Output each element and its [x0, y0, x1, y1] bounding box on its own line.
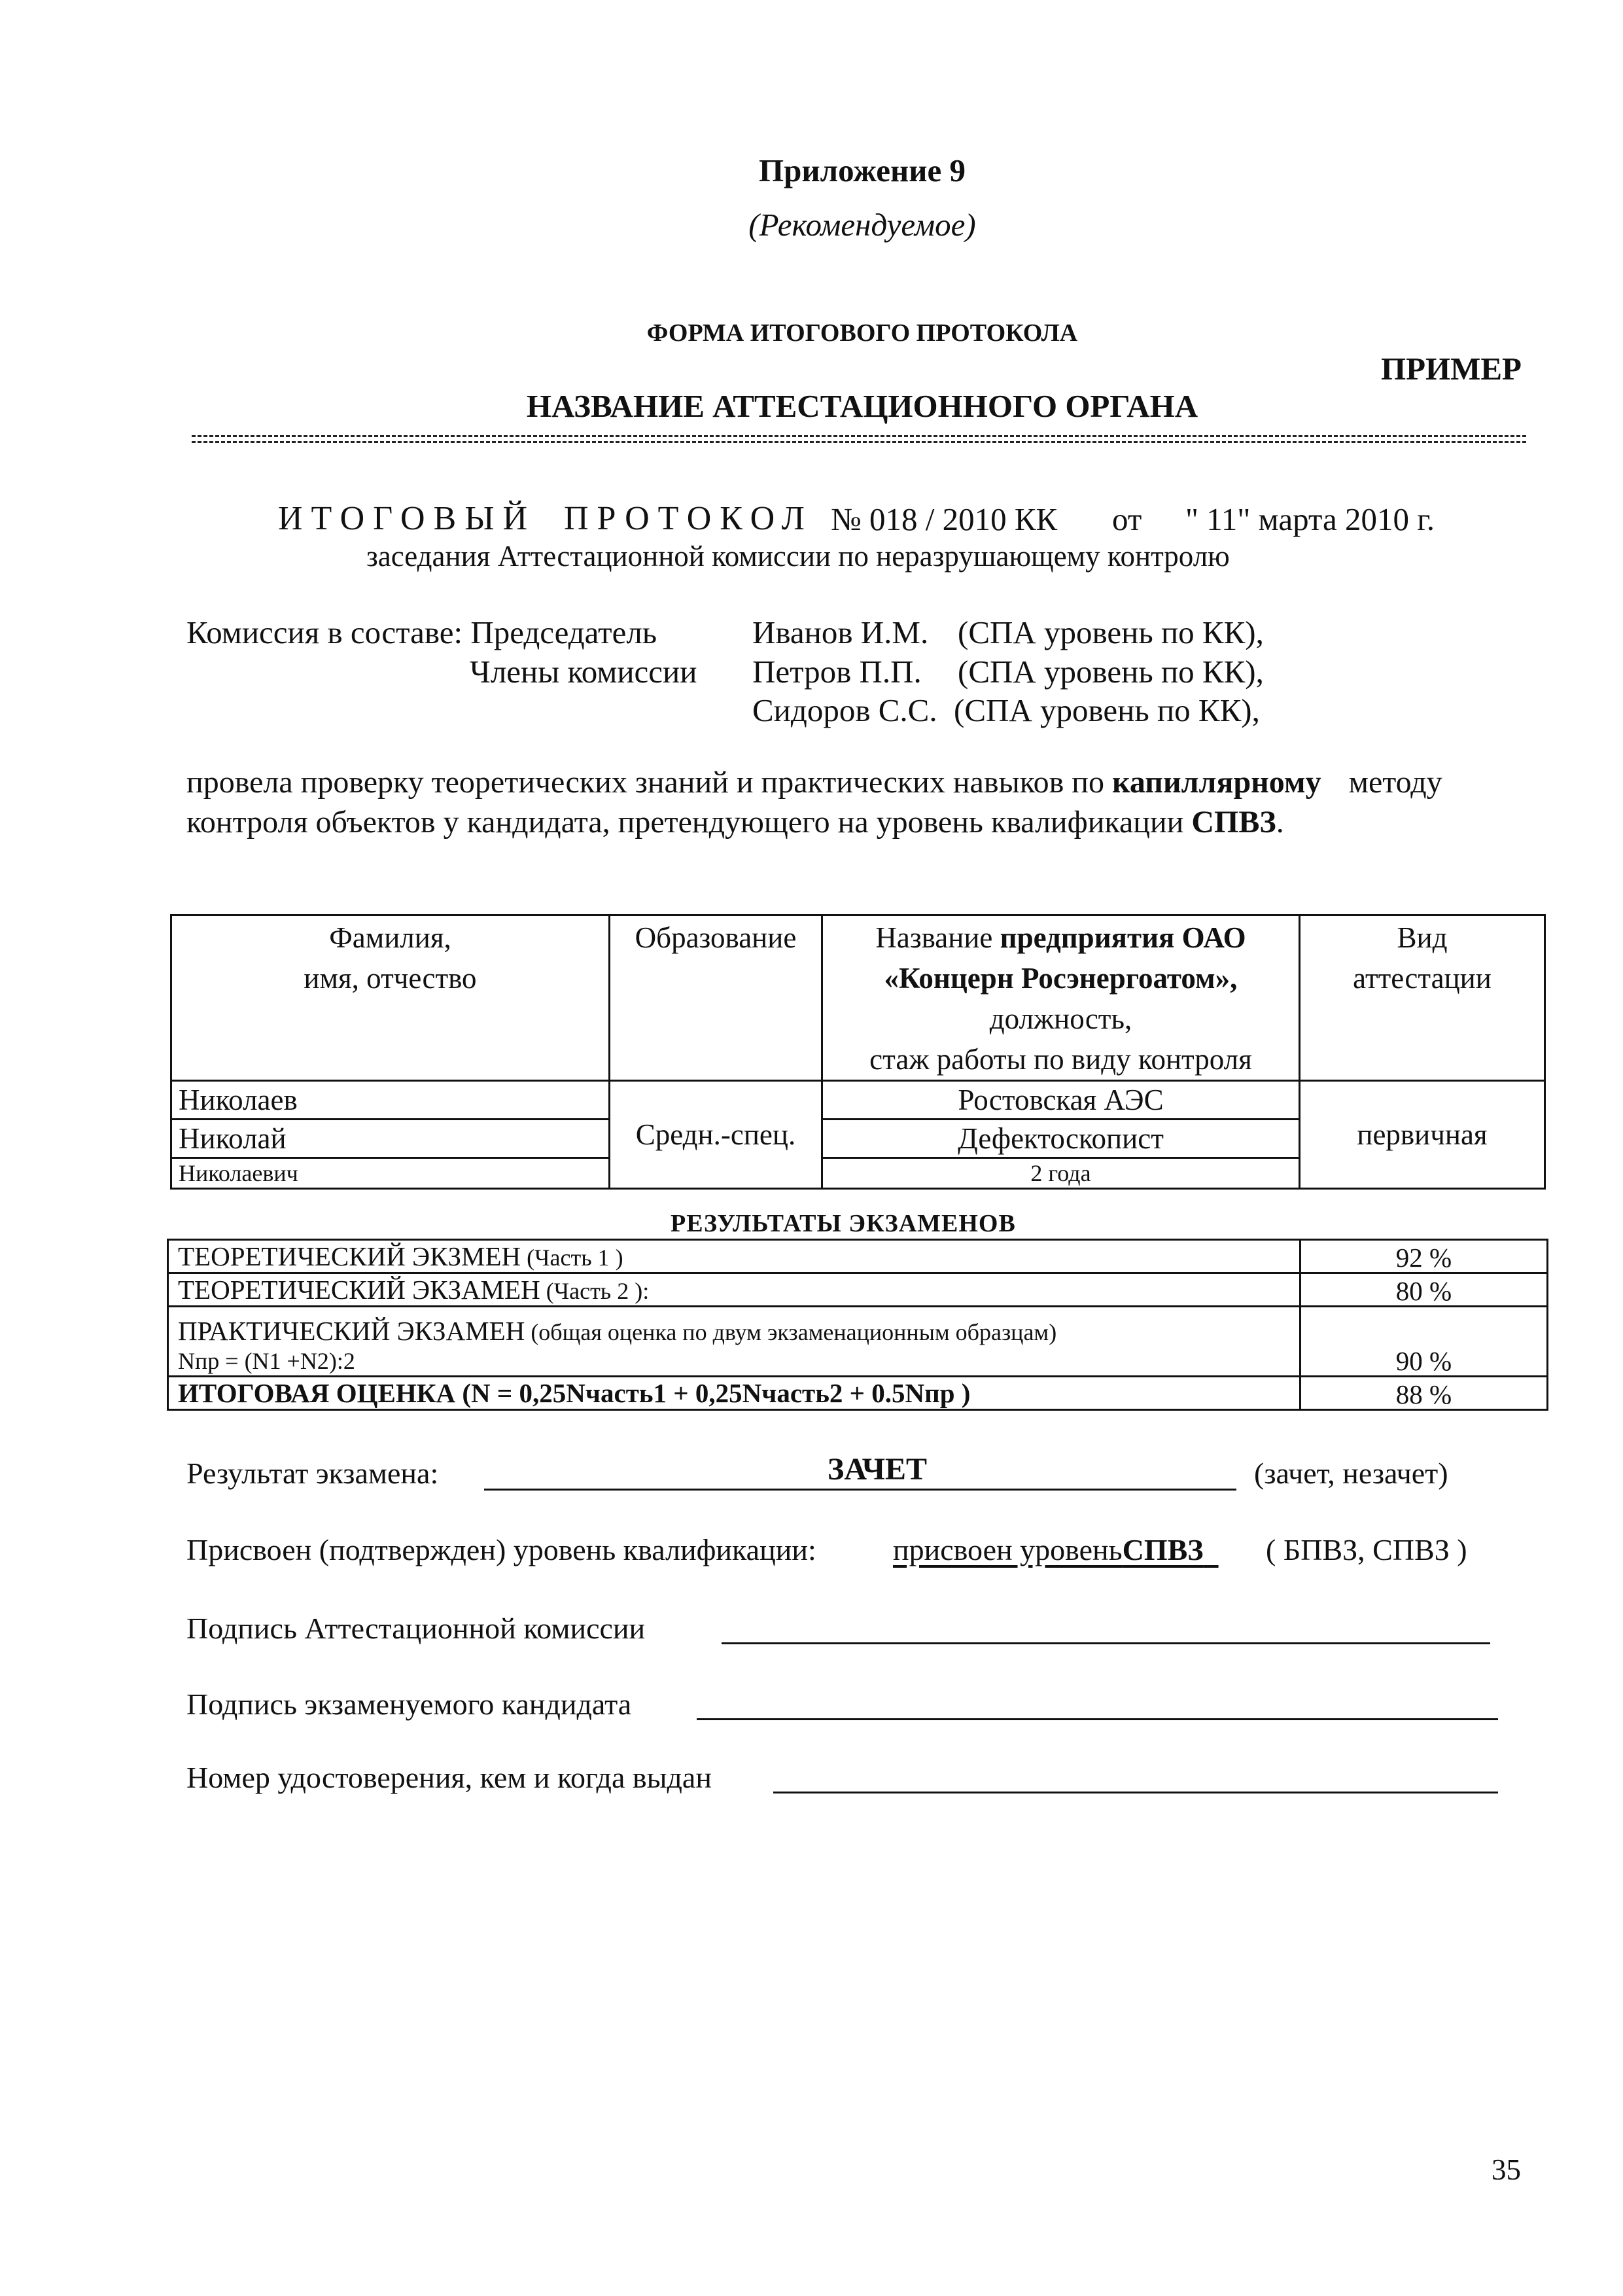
exam-result-underline [484, 1489, 1236, 1491]
candidate-attestation-type: первичная [1300, 1081, 1545, 1189]
form-title: ФОРМА ИТОГОВОГО ПРОТОКОЛА [646, 319, 1078, 347]
result-label-main: ТЕОРЕТИЧЕСКИЙ ЭКЗМЕН [178, 1241, 521, 1271]
qualification-label: Присвоен (подтвержден) уровень квалификации: [186, 1533, 816, 1566]
double-rule-divider [192, 435, 1526, 443]
result-value: 80 % [1300, 1273, 1548, 1307]
header-name-cell [171, 915, 610, 1081]
qualification-value-prefix: присвоен уровень [893, 1533, 1123, 1566]
intro-level: СПВЗ [1191, 805, 1276, 839]
intro-paragraph [186, 762, 1495, 842]
qualification-value-level: СПВЗ [1122, 1533, 1204, 1566]
result-formula: Nпр = (N1 +N2):2 [178, 1348, 355, 1374]
header-company-prefix: Название [875, 921, 993, 954]
header-name-line2: имя, отчество [304, 962, 477, 995]
protocol-number: № 018 / 2010 КК [831, 501, 1058, 537]
candidate-first-name: Николай [171, 1120, 610, 1158]
result-value: 90 % [1300, 1307, 1548, 1377]
page-number: 35 [1492, 2153, 1521, 2186]
exam-result-options: (зачет, незачет) [1254, 1457, 1448, 1490]
header-education: Образование [635, 921, 797, 954]
commission-member-name: Сидоров С.С. [752, 692, 937, 728]
commission-member-level: (СПА уровень по КК), [958, 654, 1264, 690]
candidate-company: Ростовская АЭС [822, 1081, 1300, 1120]
header-education-cell [610, 915, 822, 1081]
header-company-line4: стаж работы по виду контроля [869, 1043, 1252, 1076]
commission-members-label: Члены комиссии [470, 654, 697, 690]
candidate-signature-line [697, 1718, 1498, 1720]
result-label-main: ТЕОРЕТИЧЕСКИЙ ЭКЗАМЕН [178, 1275, 540, 1305]
result-row-final [168, 1377, 1548, 1410]
certificate-number-line [773, 1792, 1498, 1793]
commission-signature-label: Подпись Аттестационной комиссии [186, 1612, 646, 1645]
protocol-from-word: от [1112, 501, 1142, 537]
protocol-word-1: ИТОГОВЫЙ [278, 500, 536, 537]
result-row [168, 1240, 1548, 1273]
final-result-label-text: ИТОГОВАЯ ОЦЕНКА (N = 0,25Nчасть1 + 0,25Nчасть2 + 0.5Nпр ) [178, 1378, 971, 1408]
intro-method: капиллярному [1112, 765, 1321, 800]
result-label [168, 1240, 1300, 1273]
header-company-cell [822, 915, 1300, 1081]
result-label-extra: (Часть 1 ) [521, 1245, 623, 1271]
candidate-patronymic: Николаевич [171, 1158, 610, 1189]
result-label-extra: (Часть 2 ): [540, 1278, 650, 1304]
appendix-subtitle: (Рекомендуемое) [748, 207, 976, 243]
result-label-main: ПРАКТИЧЕСКИЙ ЭКЗАМЕН [178, 1316, 525, 1346]
exam-result-value: ЗАЧЕТ [828, 1452, 927, 1487]
candidate-table [170, 914, 1546, 1190]
organization-name: НАЗВАНИЕ АТТЕСТАЦИОННОГО ОРГАНА [526, 388, 1198, 424]
qualification-options: ( БПВЗ, СПВЗ ) [1266, 1533, 1467, 1566]
header-type-cell [1300, 915, 1545, 1081]
candidate-position: Дефектоскопист [822, 1120, 1300, 1158]
header-company-bold1: предприятия ОАО [1000, 921, 1246, 954]
candidate-experience: 2 года [822, 1158, 1300, 1189]
commission-member-level: (СПА уровень по КК), [954, 692, 1260, 728]
intro-text-2: методу контроля объектов у кандидата, претендующего на уровень квалификации [186, 765, 1442, 839]
candidate-surname: Николаев [171, 1081, 610, 1120]
header-company-bold2: «Концерн Росэнергоатом», [884, 962, 1238, 995]
header-type-line1: Вид [1397, 921, 1448, 954]
intro-end: . [1276, 805, 1284, 839]
exam-result-label: Результат экзамена: [186, 1457, 439, 1490]
result-label [168, 1307, 1300, 1377]
commission-chair-name: Иванов И.М. [752, 614, 929, 650]
final-result-label [168, 1377, 1300, 1410]
result-row [168, 1273, 1548, 1307]
protocol-date: " 11" марта 2010 г. [1185, 501, 1435, 537]
session-line: заседания Аттестационной комиссии по неразрушающему контролю [366, 540, 1230, 573]
candidate-education: Средн.-спец. [610, 1081, 822, 1189]
protocol-word-2: ПРОТОКОЛ [564, 500, 813, 537]
final-result-value: 88 % [1300, 1377, 1548, 1410]
header-name-line1: Фамилия, [329, 921, 451, 954]
header-type-line2: аттестации [1353, 962, 1492, 995]
header-company-line3: должность, [989, 1002, 1132, 1035]
result-label-extra: (общая оценка по двум экзаменационным образцам) [525, 1319, 1057, 1345]
example-tag: ПРИМЕР [1380, 351, 1522, 387]
results-title: РЕЗУЛЬТАТЫ ЭКЗАМЕНОВ [671, 1210, 1016, 1237]
commission-composition-label: Комиссия в составе: Председатель [186, 614, 657, 650]
results-table [167, 1239, 1548, 1411]
candidate-row [171, 1081, 1545, 1120]
header-company-line2 [823, 958, 1299, 998]
intro-text-1: провела проверку теоретических знаний и практических навыков по [186, 765, 1104, 800]
commission-member-name: Петров П.П. [752, 654, 922, 690]
candidate-signature-label: Подпись экзаменуемого кандидата [186, 1687, 632, 1721]
commission-signature-line [722, 1642, 1490, 1644]
result-row [168, 1307, 1548, 1377]
result-label [168, 1273, 1300, 1307]
result-value: 92 % [1300, 1240, 1548, 1273]
qualification-value [893, 1532, 1219, 1567]
candidate-table-header [171, 915, 1545, 1081]
header-company-line1 [823, 917, 1299, 958]
commission-chair-level: (СПА уровень по КК), [958, 614, 1264, 650]
certificate-number-label: Номер удостоверения, кем и когда выдан [186, 1761, 712, 1794]
appendix-title: Приложение 9 [759, 152, 966, 188]
